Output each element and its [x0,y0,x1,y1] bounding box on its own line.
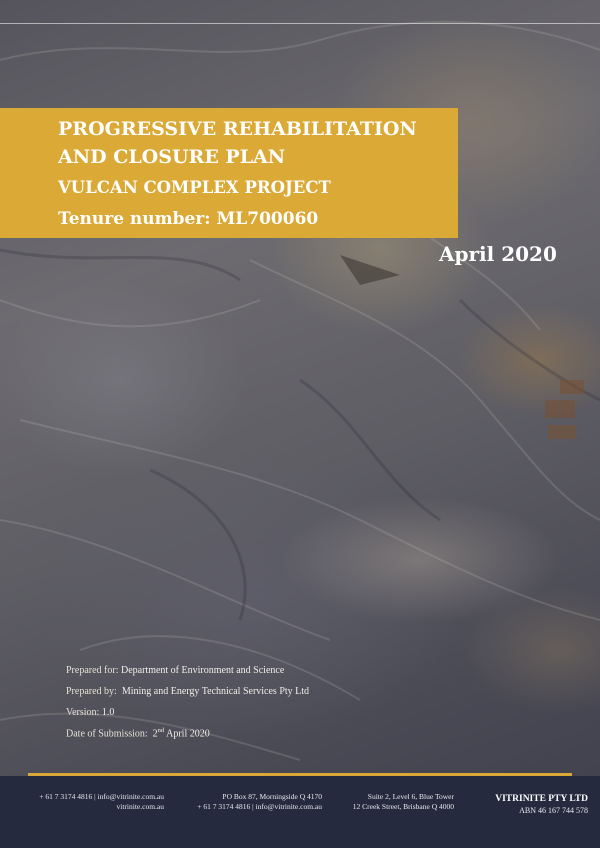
prepared-for-label: Prepared for: [66,665,119,676]
version-label: Version: [66,707,100,718]
project-name: VULCAN COMPLEX PROJECT [58,178,331,197]
footer-contact-line-1: + 61 7 3174 4816 | info@vitrinite.com.au [39,792,164,801]
tenure-number: Tenure number: ML700060 [58,209,319,229]
footer-bar [0,776,600,848]
submission-day-suffix: nd [157,727,165,734]
submission-day: 2 [152,728,158,740]
document-date: April 2020 [439,242,557,266]
date-of-submission [66,727,210,739]
company-name: VITRINITE PTY LTD [495,794,588,804]
prepared-for-value: Department of Environment and Science [120,665,285,676]
footer-contact-line-2: + 61 7 3174 4816 | info@vitrinite.com.au [197,802,322,811]
prepared-by [66,686,309,697]
submission-month-year: April 2020 [166,728,210,740]
prepared-by-value: Mining and Energy Technical Services Pty Ltd [121,686,310,697]
submission-label: Date of Submission: [66,728,148,740]
version [66,707,114,718]
footer-website: vitrinite.com.au [116,802,164,811]
footer-street-address-1: Suite 2, Level 6, Blue Tower [367,792,454,801]
footer-postal-address: PO Box 87, Morningside Q 4170 [222,792,322,801]
document-title-line-1: PROGRESSIVE REHABILITATION [58,118,417,140]
footer-street-address-2: 12 Creek Street, Brisbane Q 4000 [352,802,454,811]
prepared-for [66,665,284,676]
company-abn: ABN 46 167 744 578 [519,806,588,815]
version-value: 1.0 [101,707,115,718]
top-rule [0,23,600,24]
document-title-line-2: AND CLOSURE PLAN [58,146,286,168]
prepared-by-label: Prepared by: [66,686,117,697]
